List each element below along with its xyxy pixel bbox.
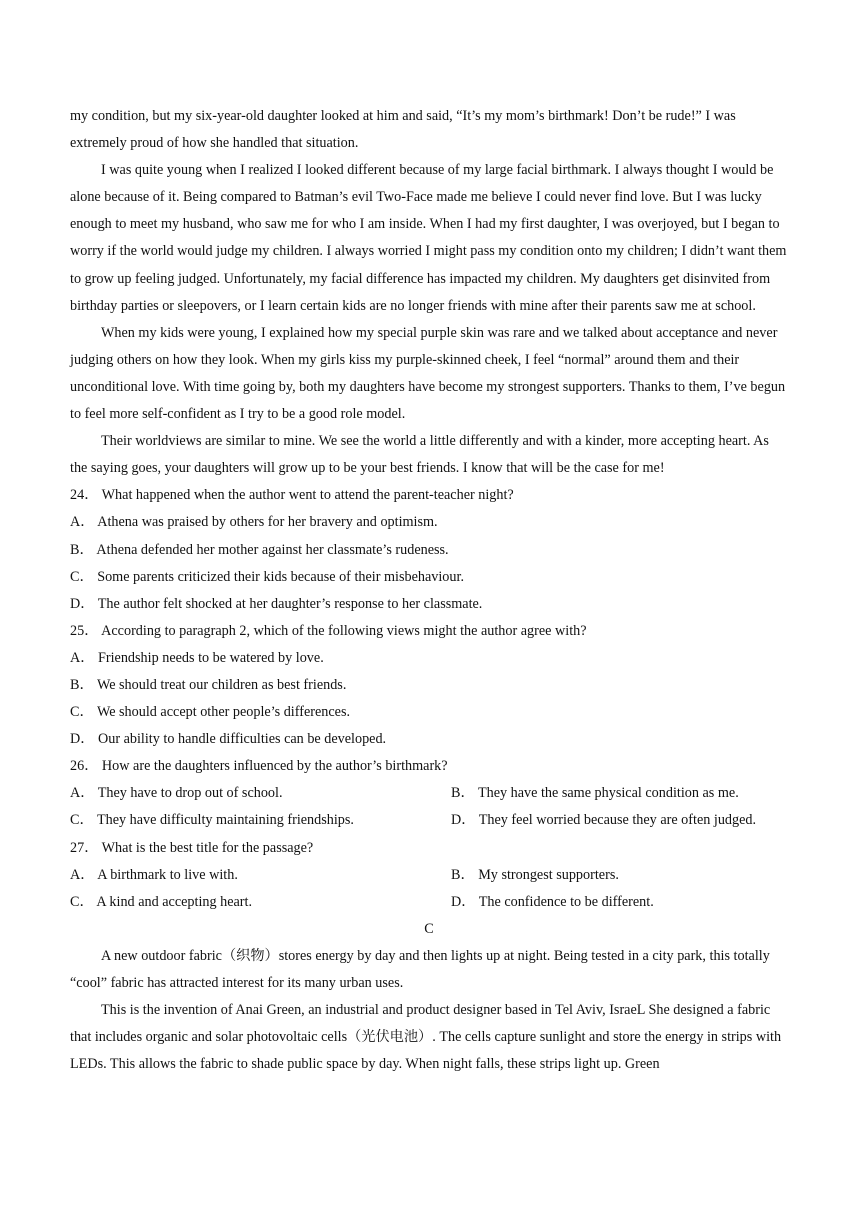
question-27-option-a: A． A birthmark to live with. bbox=[70, 866, 238, 883]
question-26 bbox=[70, 753, 788, 834]
passage-b-paragraph-3: When my kids were young, I explained how my special purple skin was rare and we talked about acceptance and never judging others on how they look. When my girls kiss my purple-skinned cheek, I feel “normal” around them and their unconditional love. With time going by, both my daughters have become my strongest supporters. Thanks to them, I’ve begun to feel more self-confident as I try to be a good role model. bbox=[70, 324, 786, 423]
question-26-option-c: C． They have difficulty maintaining friendships. bbox=[70, 812, 354, 829]
question-27-option-d: D． The confidence to be different. bbox=[451, 893, 654, 910]
question-26-stem: 26． How are the daughters influenced by the author’s birthmark? bbox=[70, 758, 448, 775]
question-24-option-b: B． Athena defended her mother against her classmate’s rudeness. bbox=[70, 541, 449, 558]
passage-c-heading: C bbox=[424, 920, 434, 937]
question-24-stem: 24． What happened when the author went to attend the parent-teacher night? bbox=[70, 487, 514, 504]
question-25-option-c: C． We should accept other people’s differences. bbox=[70, 704, 351, 721]
question-24-option-d: D． The author felt shocked at her daughter’s response to her classmate. bbox=[70, 595, 483, 612]
question-25-option-a: A． Friendship needs to be watered by love. bbox=[70, 649, 324, 666]
passage-b-paragraph-1: my condition, but my six-year-old daughter looked at him and said, “It’s my mom’s birthmark! Don’t be rude!” I was extremely proud of how she handled that situation. bbox=[70, 108, 736, 152]
passage-c-paragraph-1: A new outdoor fabric（织物）stores energy by day and then lights up at night. Being tested in a city park, this totally “cool” fabric has attracted interest for its many urban uses. bbox=[70, 947, 770, 991]
question-27 bbox=[70, 835, 788, 916]
exam-page bbox=[70, 103, 788, 1078]
question-26-options-row-1 bbox=[70, 780, 788, 807]
question-24-option-c: C． Some parents criticized their kids because of their misbehaviour. bbox=[70, 568, 464, 585]
passage-c-paragraph-2: This is the invention of Anai Green, an industrial and product designer based in Tel Aviv, IsraeL She designed a fabric that includes organic and solar photovoltaic cells（光伏电池）. The cells capture sunlight and store the energy in strips with LEDs. This allows the fabric to shade public space by day. When night falls, these strips light up. Green bbox=[70, 1002, 782, 1073]
question-26-option-d: D． They feel worried because they are often judged. bbox=[451, 812, 757, 829]
passage-b-paragraph-4: Their worldviews are similar to mine. We see the world a little differently and with a kinder, more accepting heart. As the saying goes, your daughters will grow up to be your best friends. I know that will be the case for me! bbox=[70, 433, 769, 477]
question-25 bbox=[70, 618, 788, 753]
question-26-option-a: A． They have to drop out of school. bbox=[70, 785, 283, 802]
question-25-option-d: D． Our ability to handle difficulties can be developed. bbox=[70, 731, 387, 748]
question-27-options-row-1 bbox=[70, 862, 788, 889]
question-25-stem: 25． According to paragraph 2, which of the following views might the author agree with? bbox=[70, 622, 587, 639]
question-27-options-row-2 bbox=[70, 889, 788, 916]
question-27-option-c: C． A kind and accepting heart. bbox=[70, 893, 253, 910]
question-24 bbox=[70, 482, 788, 617]
question-24-option-a: A． Athena was praised by others for her bravery and optimism. bbox=[70, 514, 438, 531]
question-26-options-row-2 bbox=[70, 807, 788, 834]
question-26-option-b: B． They have the same physical condition as me. bbox=[451, 785, 739, 802]
question-25-option-b: B． We should treat our children as best friends. bbox=[70, 676, 347, 693]
passage-b-paragraph-2: I was quite young when I realized I looked different because of my large facial birthmark. I always thought I would be alone because of it. Being compared to Batman’s evil Two-Face made me believe I could never find love. But I was lucky enough to meet my husband, who saw me for who I am inside. When I had my first daughter, I was overjoyed, but I began to worry if the world would judge my children. I always worried I might pass my condition onto my children; I didn’t want them to grow up feeling judged. Unfortunately, my facial difference has impacted my children. My daughters get disinvited from birthday parties or sleepovers, or I learn certain kids are no longer friends with mine after their parents saw me at school. bbox=[70, 162, 787, 314]
question-27-option-b: B． My strongest supporters. bbox=[451, 866, 619, 883]
question-27-stem: 27． What is the best title for the passage? bbox=[70, 839, 314, 856]
